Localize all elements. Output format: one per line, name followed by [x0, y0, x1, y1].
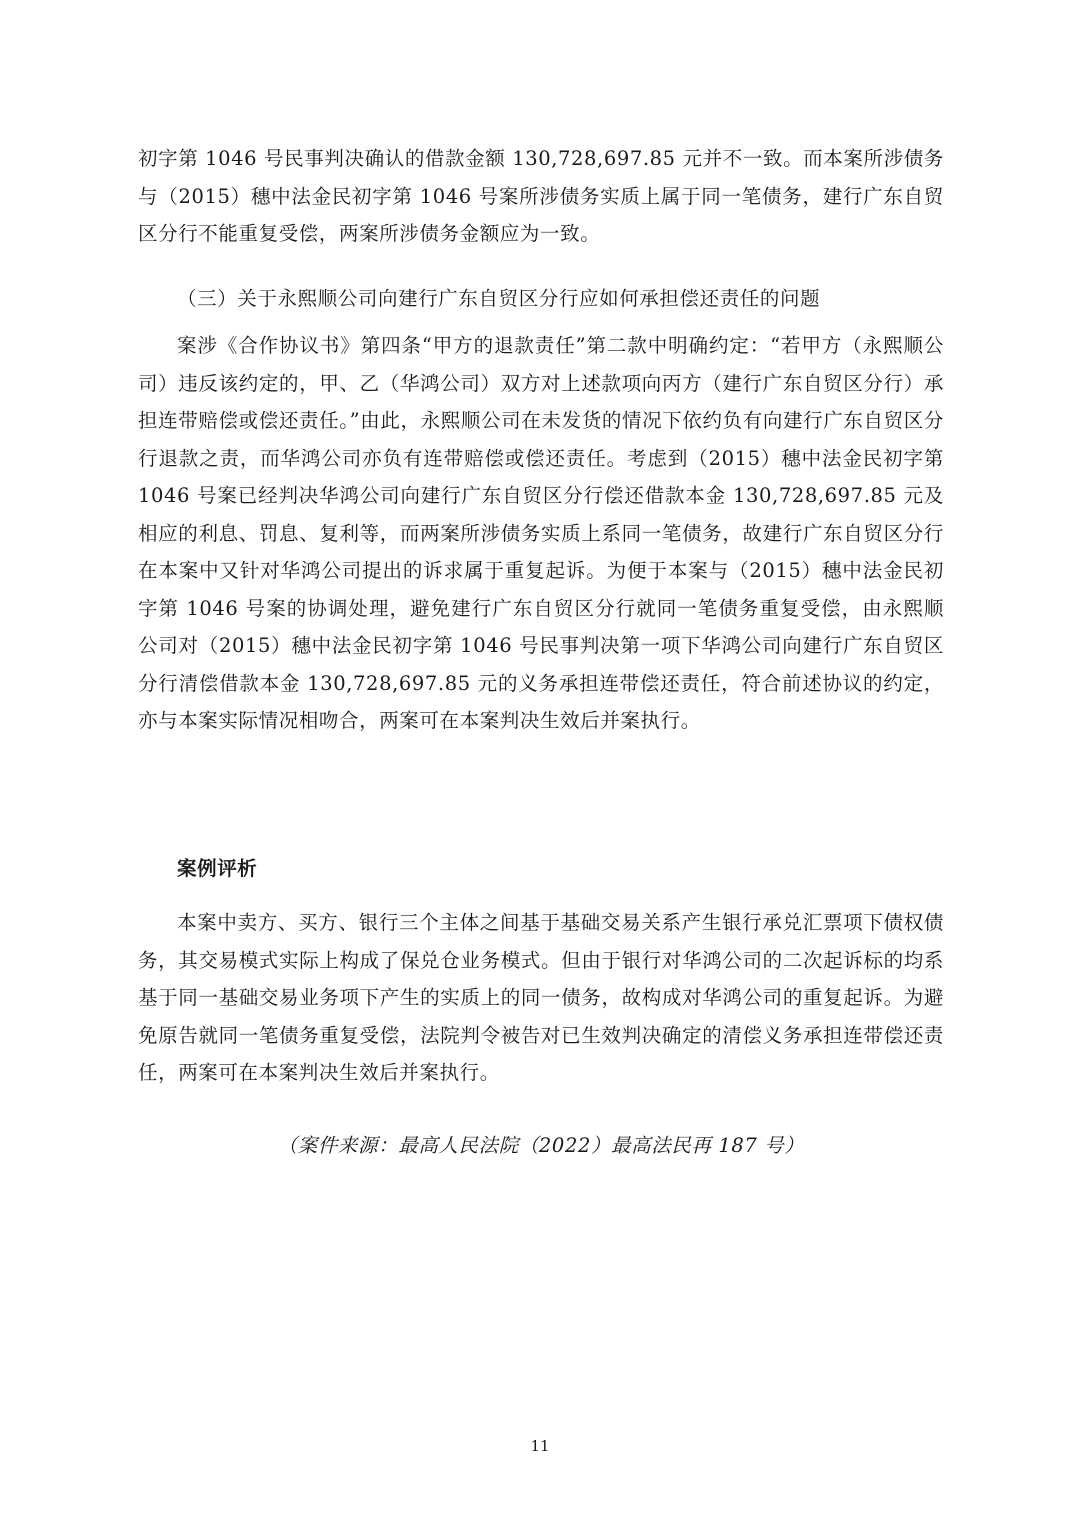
case-analysis-heading: 案例评析: [177, 857, 258, 880]
body-paragraph-continued: 初字第 1046 号民事判决确认的借款金额 130,728,697.85 元并不一致。而本案所涉债务与（2015）穗中法金民初字第 1046 号案所涉债务实质上属于同一笔债务，建行广东自贸区分行不能重复受偿，两案所涉债务金额应为一致。: [138, 147, 944, 245]
case-source-citation: （案件来源：最高人民法院（2022）最高法民再 187 号）: [277, 1134, 805, 1157]
case-analysis-paragraph: 本案中卖方、买方、银行三个主体之间基于基础交易关系产生银行承兑汇票项下债权债务，其交易模式实际上构成了保兑仓业务模式。但由于银行对华鸿公司的二次起诉标的均系基于同一基础交易业务项下产生的实质上的同一债务，故构成对华鸿公司的重复起诉。为避免原告就同一笔债务重复受偿，法院判令被告对已生效判决确定的清偿义务承担连带偿还责任，两案可在本案判决生效后并案执行。: [138, 911, 944, 1084]
body-paragraph-agreement: 案涉《合作协议书》第四条“甲方的退款责任”第二款中明确约定：“若甲方（永熙顺公司）违反该约定的，甲、乙（华鸿公司）双方对上述款项向丙方（建行广东自贸区分行）承担连带赔偿或偿还责任。”由此，永熙顺公司在未发货的情况下依约负有向建行广东自贸区分行退款之责，而华鸿公司亦负有连带赔偿或偿还责任。考虑到（2015）穗中法金民初字第 1046 号案已经判决华鸿公司向建行广东自贸区分行偿还借款本金 130,728,697.85 元及相应的利息、罚息、复利等，而两案所涉债务实质上系同一笔债务，故建行广东自贸区分行在本案中又针对华鸿公司提出的诉求属于重复起诉。为便于本案与（2015）穗中法金民初字第 1046 号案的协调处理，避免建行广东自贸区分行就同一笔债务重复受偿，由永熙顺公司对（2015）穗中法金民初字第 1046 号民事判决第一项下华鸿公司向建行广东自贸区分行清偿借款本金 130,728,697.85 元的义务承担连带偿还责任，符合前述协议的约定，亦与本案实际情况相吻合，两案可在本案判决生效后并案执行。: [138, 334, 944, 732]
section-heading-3: （三）关于永熙顺公司向建行广东自贸区分行应如何承担偿还责任的问题: [177, 287, 821, 310]
page-number: 11: [530, 1437, 550, 1455]
